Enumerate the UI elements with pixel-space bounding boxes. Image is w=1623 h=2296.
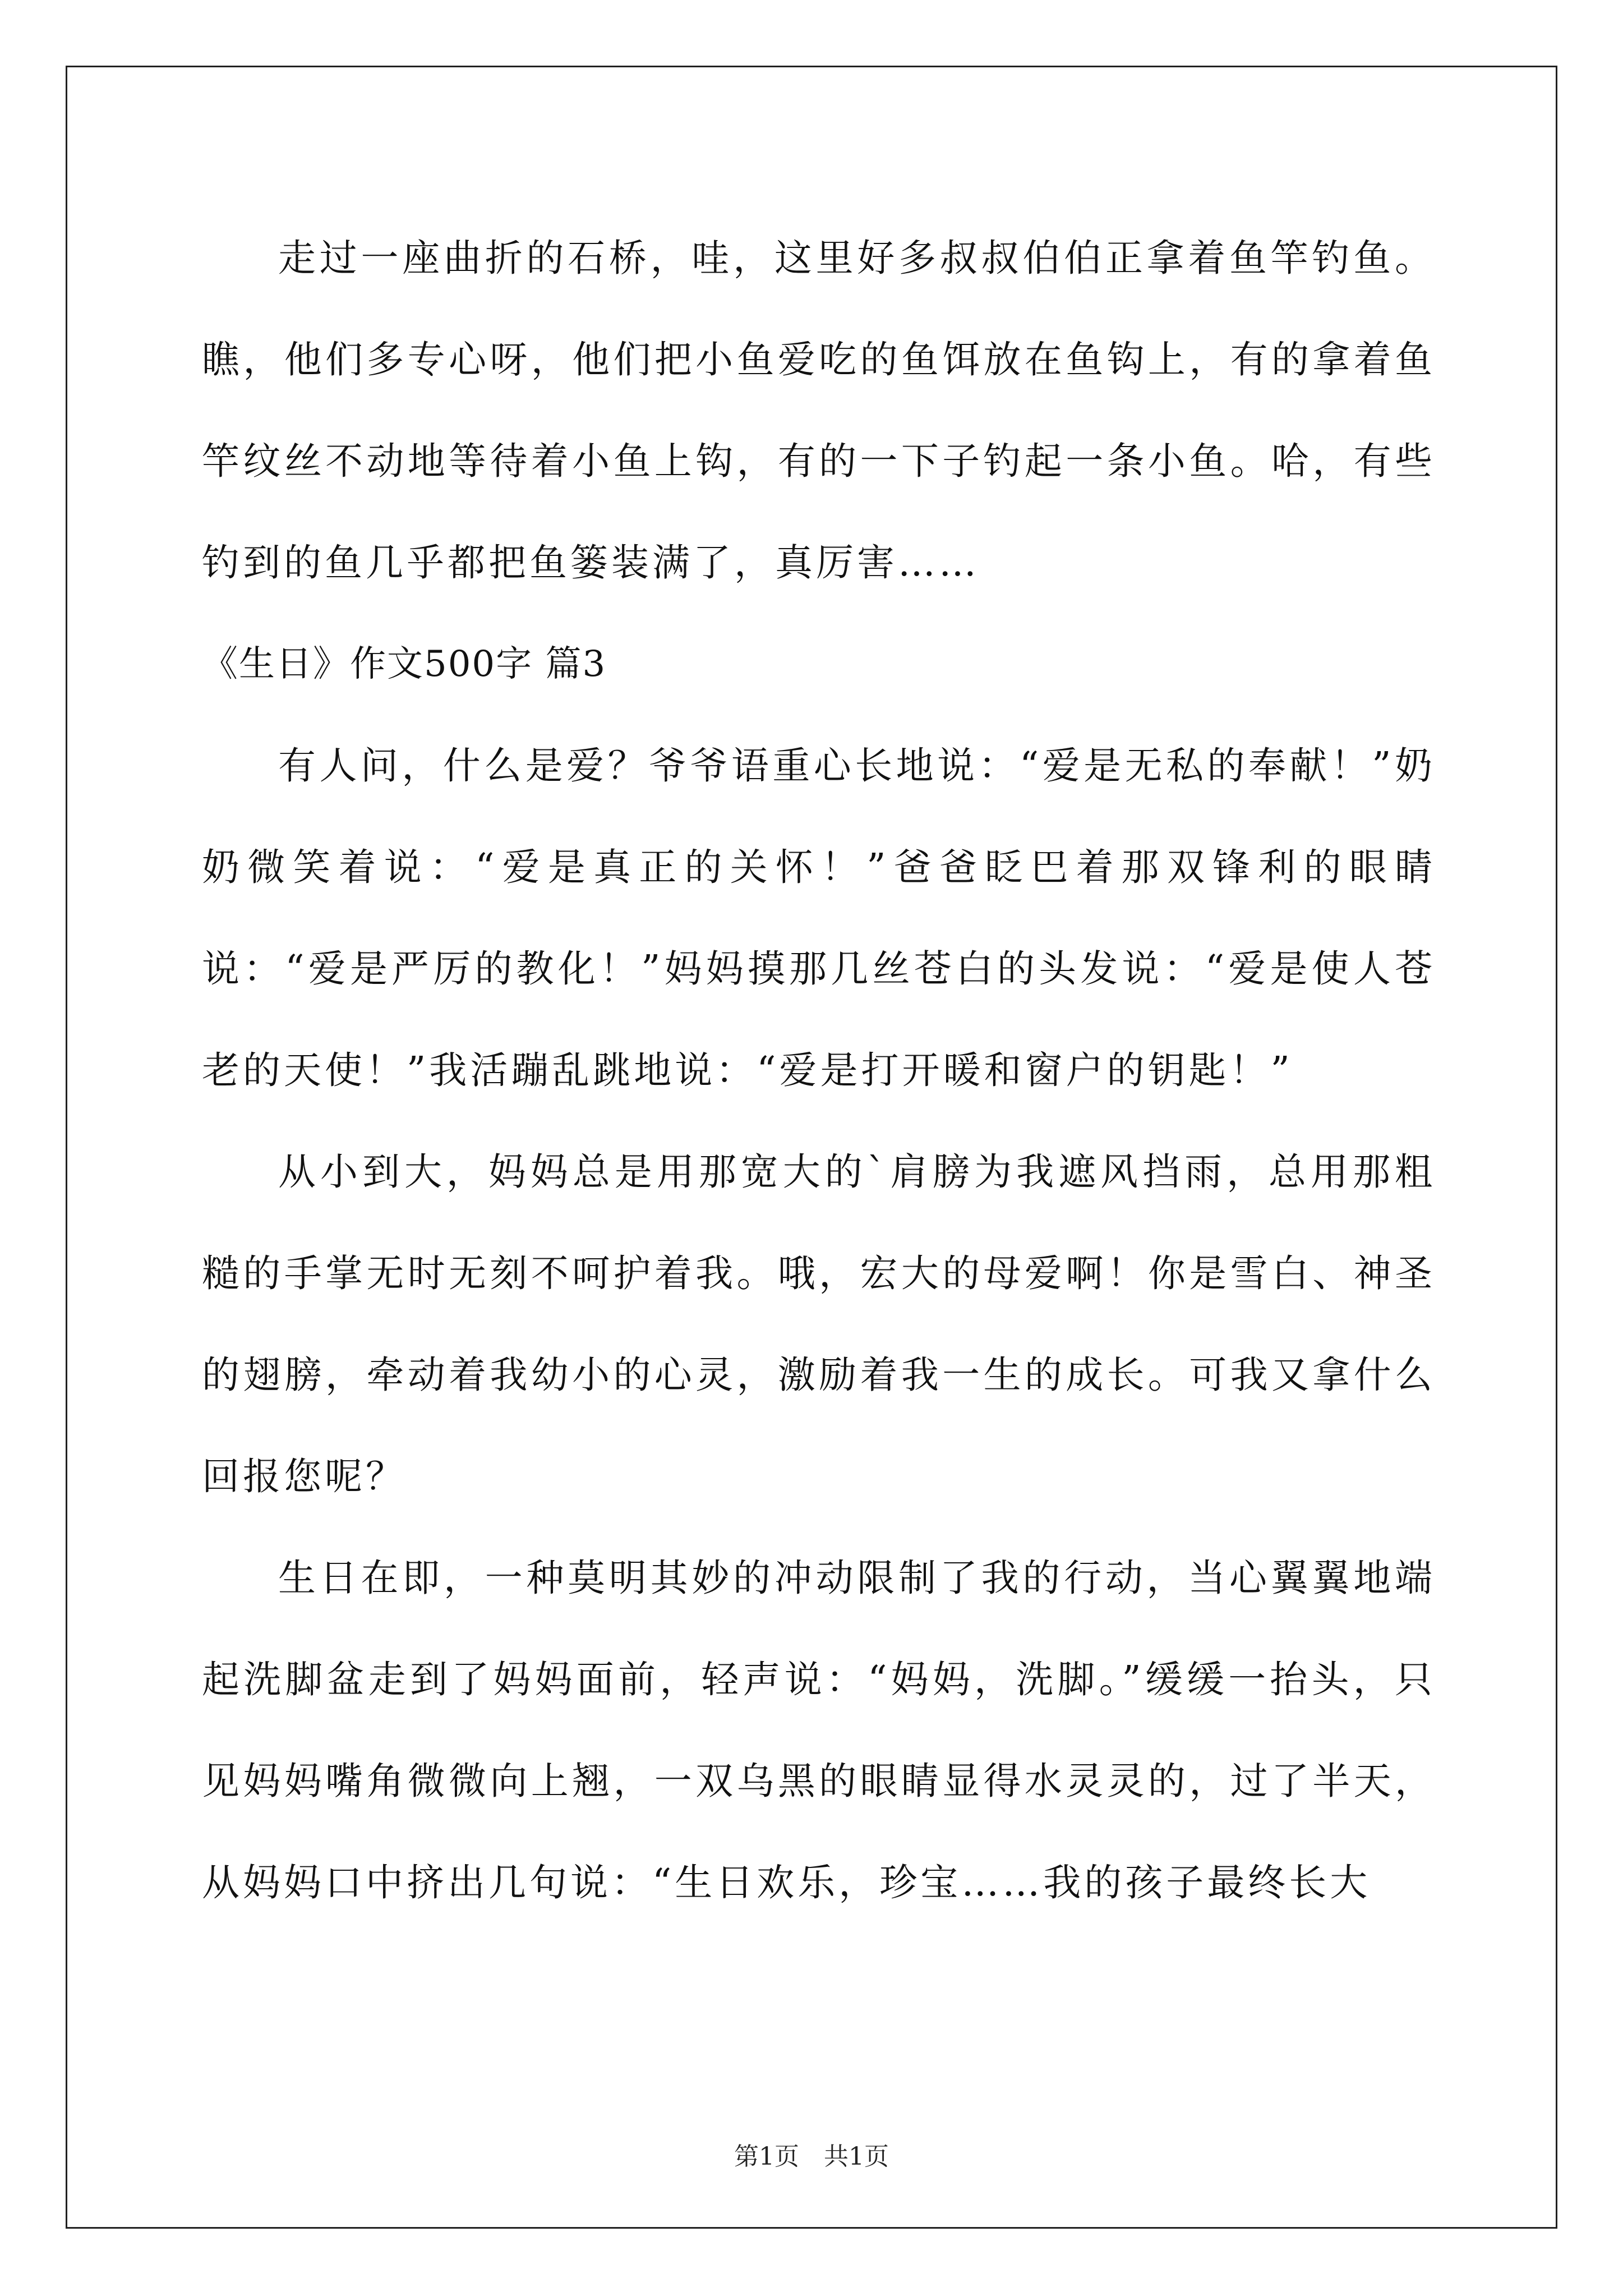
paragraph: 有人问，什么是爱？爷爷语重心长地说：“爱是无私的奉献！”奶奶微笑着说：“爱是真正的关怀！”爸爸眨巴着那双锋利的眼睛说：“爱是严厉的教化！”妈妈摸那几丝苍白的头发说：“爱是使人苍老的天使！”我活蹦乱跳地说：“爱是打开暖和窗户的钥匙！” xyxy=(202,744,1436,1092)
section-title: 《生日》作文500字 篇3 xyxy=(202,643,607,685)
page-footer: 第1页 共1页 xyxy=(734,2142,889,2171)
document-body xyxy=(202,208,1436,1934)
paragraph: 走过一座曲折的石桥，哇，这里好多叔叔伯伯正拿着鱼竿钓鱼。瞧，他们多专心呀，他们把小鱼爱吃的鱼饵放在鱼钩上，有的拿着鱼竿纹丝不动地等待着小鱼上钩，有的一下子钓起一条小鱼。哈，有些钓到的鱼几乎都把鱼篓装满了，真厉害…… xyxy=(202,236,1436,585)
paragraph: 生日在即，一种莫明其妙的冲动限制了我的行动，当心翼翼地端起洗脚盆走到了妈妈面前，轻声说：“妈妈，洗脚。”缓缓一抬头，只见妈妈嘴角微微向上翘，一双乌黑的眼睛显得水灵灵的，过了半天，从妈妈口中挤出几句说：“生日欢乐，珍宝……我的孩子最终长大 xyxy=(202,1556,1436,1904)
paragraph: 从小到大，妈妈总是用那宽大的`肩膀为我遮风挡雨，总用那粗糙的手掌无时无刻不呵护着我。哦，宏大的母爱啊！你是雪白、神圣的翅膀，牵动着我幼小的心灵，激励着我一生的成长。可我又拿什么回报您呢？ xyxy=(202,1150,1436,1498)
